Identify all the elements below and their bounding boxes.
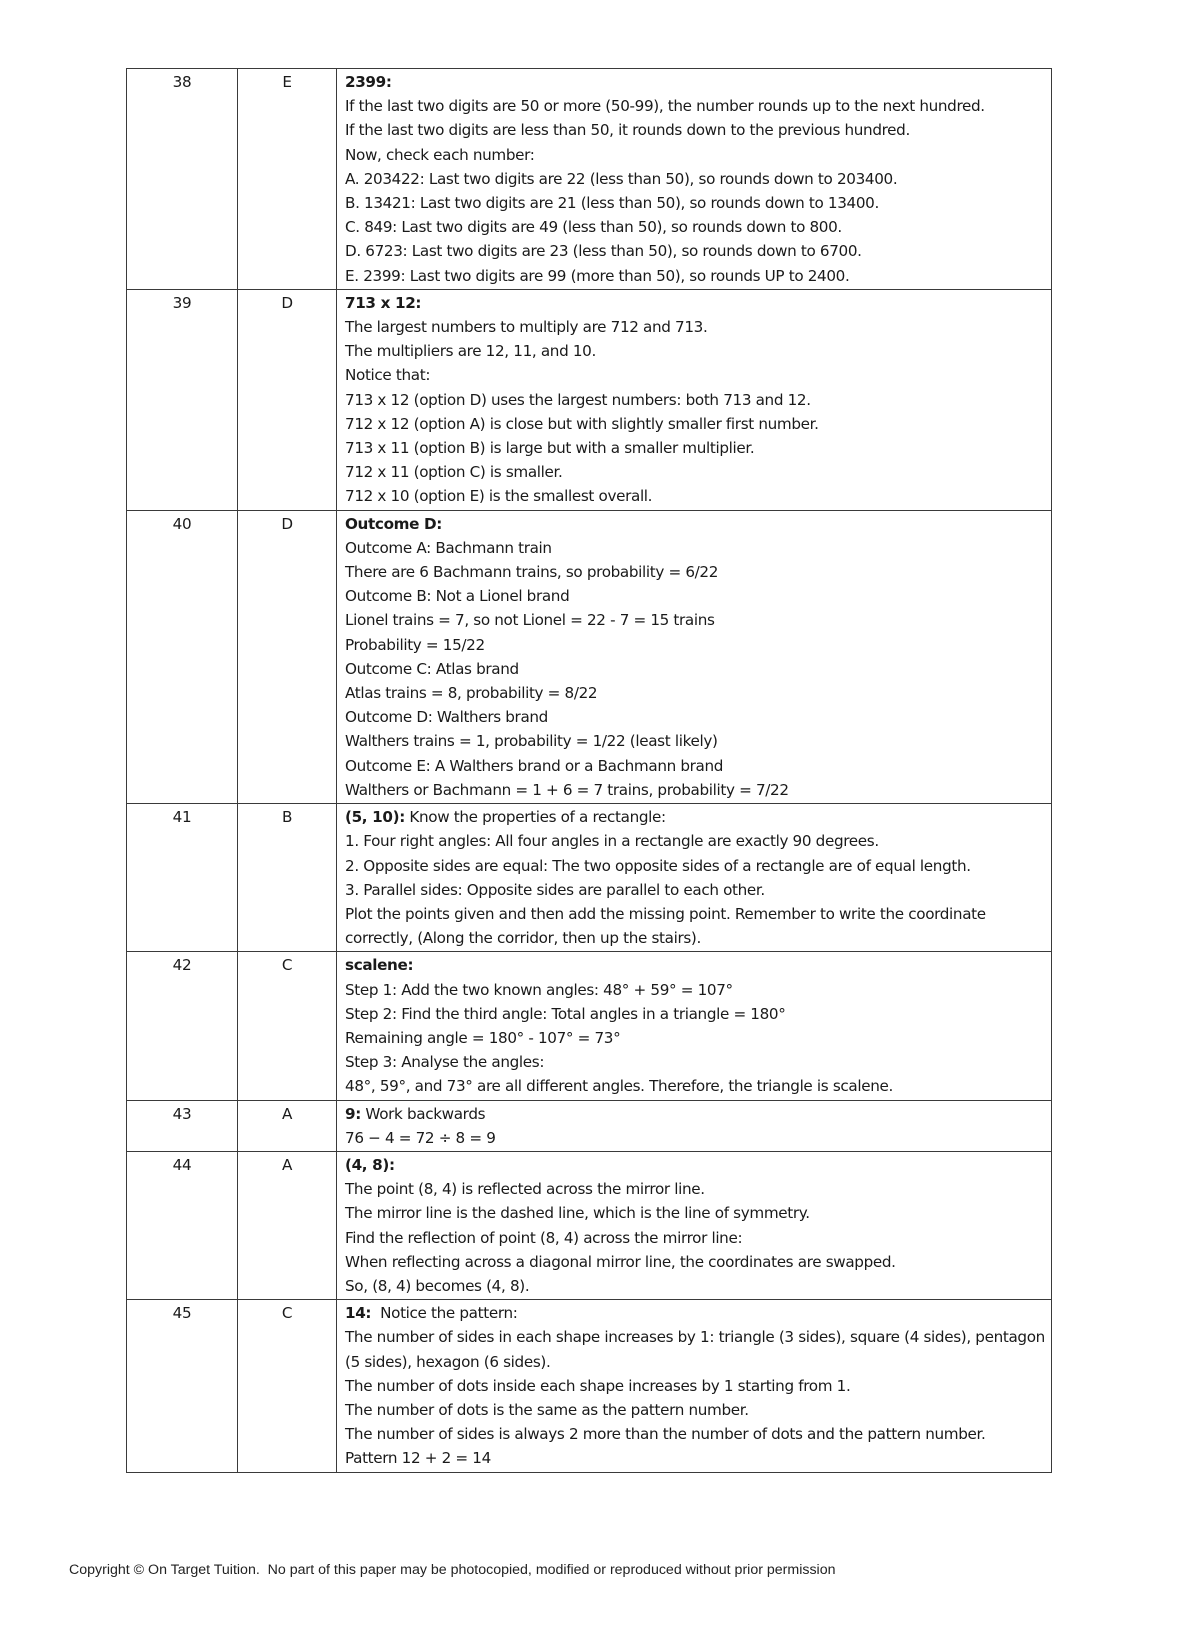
explanation-line: E. 2399: Last two digits are 99 (more than 50), so rounds UP to 2400. bbox=[345, 266, 850, 285]
explanation-heading-suffix: Work backwards bbox=[360, 1104, 486, 1123]
explanation-line: Step 1: Add the two known angles: 48° + 59° = 107° bbox=[345, 980, 733, 999]
explanation-line: The number of dots is the same as the pattern number. bbox=[345, 1400, 749, 1419]
explanation-line: Step 3: Analyse the angles: bbox=[345, 1053, 545, 1072]
explanation-line: Outcome C: Atlas brand bbox=[345, 659, 519, 678]
explanation-line: 1. Four right angles: All four angles in a rectangle are exactly 90 degrees. bbox=[345, 832, 879, 851]
question-number: 42 bbox=[127, 952, 238, 1100]
explanation-heading-suffix: Notice the pattern: bbox=[371, 1304, 518, 1323]
explanation-line: Probability = 15/22 bbox=[345, 635, 485, 654]
explanation-heading-line bbox=[345, 1102, 1045, 1126]
answer-row-43 bbox=[127, 1100, 1052, 1151]
explanation-line: Walthers trains = 1, probability = 1/22 (least likely) bbox=[345, 732, 718, 751]
explanation-heading-line bbox=[345, 953, 1045, 977]
explanation-heading: scalene: bbox=[345, 956, 414, 975]
answer-row-44 bbox=[127, 1151, 1052, 1299]
explanation-line: Walthers or Bachmann = 1 + 6 = 7 trains, probability = 7/22 bbox=[345, 780, 789, 799]
explanation-line: Plot the points given and then add the missing point. Remember to write the coordinate correctly, (Along the corridor, then up the stairs). bbox=[345, 904, 986, 948]
explanation-line: D. 6723: Last two digits are 23 (less than 50), so rounds down to 6700. bbox=[345, 242, 862, 261]
explanation-line: When reflecting across a diagonal mirror line, the coordinates are swapped. bbox=[345, 1252, 896, 1271]
answer-letter: B bbox=[238, 804, 337, 952]
answer-row-40 bbox=[127, 510, 1052, 803]
answer-letter: C bbox=[238, 952, 337, 1100]
question-number: 45 bbox=[127, 1300, 238, 1472]
explanation-line: Outcome D: Walthers brand bbox=[345, 708, 548, 727]
answer-row-41 bbox=[127, 804, 1052, 952]
explanation-heading-line bbox=[345, 1153, 1045, 1177]
explanation-line: Lionel trains = 7, so not Lionel = 22 - 7 = 15 trains bbox=[345, 611, 715, 630]
explanation-line: Outcome B: Not a Lionel brand bbox=[345, 587, 570, 606]
answer-letter: E bbox=[238, 69, 337, 290]
explanation-line: 2. Opposite sides are equal: The two opposite sides of a rectangle are of equal length. bbox=[345, 856, 971, 875]
explanation-line: 713 x 11 (option B) is large but with a smaller multiplier. bbox=[345, 439, 755, 458]
explanation bbox=[337, 289, 1052, 510]
explanation bbox=[337, 1151, 1052, 1299]
explanation-line: There are 6 Bachmann trains, so probability = 6/22 bbox=[345, 563, 719, 582]
explanation-line: 3. Parallel sides: Opposite sides are parallel to each other. bbox=[345, 880, 765, 899]
explanation-line: The number of dots inside each shape increases by 1 starting from 1. bbox=[345, 1376, 851, 1395]
explanation-line: 76 − 4 = 72 ÷ 8 = 9 bbox=[345, 1128, 496, 1147]
explanation bbox=[337, 952, 1052, 1100]
explanation bbox=[337, 510, 1052, 803]
answer-letter: A bbox=[238, 1151, 337, 1299]
copyright-footer: Copyright © On Target Tuition. No part of this paper may be photocopied, modified or reproduced without prior permission bbox=[69, 1562, 836, 1578]
explanation-line: Outcome A: Bachmann train bbox=[345, 538, 552, 557]
explanation-heading-line bbox=[345, 805, 1045, 829]
explanation bbox=[337, 804, 1052, 952]
question-number: 44 bbox=[127, 1151, 238, 1299]
explanation-line: So, (8, 4) becomes (4, 8). bbox=[345, 1276, 530, 1295]
explanation-heading: (4, 8): bbox=[345, 1155, 395, 1174]
explanation-line: If the last two digits are less than 50, it rounds down to the previous hundred. bbox=[345, 121, 910, 140]
explanation-heading: 713 x 12: bbox=[345, 293, 422, 312]
explanation-line: Outcome E: A Walthers brand or a Bachmann brand bbox=[345, 756, 724, 775]
explanation-line: Find the reflection of point (8, 4) across the mirror line: bbox=[345, 1228, 743, 1247]
explanation-line: The multipliers are 12, 11, and 10. bbox=[345, 342, 596, 361]
answers-table-body bbox=[127, 69, 1052, 1473]
explanation-line: If the last two digits are 50 or more (50-99), the number rounds up to the next hundred. bbox=[345, 97, 985, 116]
explanation-heading-line bbox=[345, 70, 1045, 94]
explanation-line: 712 x 10 (option E) is the smallest overall. bbox=[345, 487, 653, 506]
explanation-line: Remaining angle = 180° - 107° = 73° bbox=[345, 1028, 621, 1047]
question-number: 40 bbox=[127, 510, 238, 803]
explanation-heading: 9: bbox=[345, 1104, 361, 1123]
explanation-line: Notice that: bbox=[345, 366, 431, 385]
explanation-line: The mirror line is the dashed line, which is the line of symmetry. bbox=[345, 1204, 810, 1223]
answers-table bbox=[126, 68, 1052, 1473]
explanation-heading: Outcome D: bbox=[345, 514, 443, 533]
explanation-line: Pattern 12 + 2 = 14 bbox=[345, 1449, 491, 1468]
explanation bbox=[337, 1300, 1052, 1472]
question-number: 43 bbox=[127, 1100, 238, 1151]
answer-letter: D bbox=[238, 289, 337, 510]
explanation-heading: 14: bbox=[345, 1304, 372, 1323]
explanation-heading-line bbox=[345, 1301, 1045, 1325]
explanation-line: A. 203422: Last two digits are 22 (less than 50), so rounds down to 203400. bbox=[345, 169, 898, 188]
explanation-line: The largest numbers to multiply are 712 and 713. bbox=[345, 318, 708, 337]
explanation-line: 713 x 12 (option D) uses the largest numbers: both 713 and 12. bbox=[345, 390, 811, 409]
explanation-heading-line bbox=[345, 512, 1045, 536]
answer-row-45 bbox=[127, 1300, 1052, 1472]
explanation-heading: (5, 10): bbox=[345, 808, 405, 827]
explanation bbox=[337, 69, 1052, 290]
explanation-line: Atlas trains = 8, probability = 8/22 bbox=[345, 684, 598, 703]
explanation-line: 712 x 11 (option C) is smaller. bbox=[345, 463, 563, 482]
explanation-line: 712 x 12 (option A) is close but with slightly smaller first number. bbox=[345, 414, 819, 433]
explanation-line: C. 849: Last two digits are 49 (less than 50), so rounds down to 800. bbox=[345, 218, 842, 237]
explanation-line: 48°, 59°, and 73° are all different angles. Therefore, the triangle is scalene. bbox=[345, 1077, 893, 1096]
explanation-line: The point (8, 4) is reflected across the mirror line. bbox=[345, 1180, 705, 1199]
question-number: 41 bbox=[127, 804, 238, 952]
explanation-line: The number of sides is always 2 more than the number of dots and the pattern number. bbox=[345, 1425, 986, 1444]
answer-letter: C bbox=[238, 1300, 337, 1472]
answer-letter: A bbox=[238, 1100, 337, 1151]
answer-letter: D bbox=[238, 510, 337, 803]
explanation-line: Step 2: Find the third angle: Total angles in a triangle = 180° bbox=[345, 1004, 786, 1023]
question-number: 39 bbox=[127, 289, 238, 510]
question-number: 38 bbox=[127, 69, 238, 290]
explanation-heading-line bbox=[345, 291, 1045, 315]
explanation-line: B. 13421: Last two digits are 21 (less than 50), so rounds down to 13400. bbox=[345, 194, 879, 213]
answer-row-39 bbox=[127, 289, 1052, 510]
explanation-heading: 2399: bbox=[345, 73, 392, 91]
answer-row-38 bbox=[127, 69, 1052, 290]
explanation bbox=[337, 1100, 1052, 1151]
explanation-heading-suffix: Know the properties of a rectangle: bbox=[404, 808, 666, 827]
explanation-line: The number of sides in each shape increases by 1: triangle (3 sides), square (4 sides), pentagon (5 sides), hexagon (6 sides). bbox=[345, 1328, 1045, 1371]
explanation-line: Now, check each number: bbox=[345, 145, 535, 164]
answer-row-42 bbox=[127, 952, 1052, 1100]
